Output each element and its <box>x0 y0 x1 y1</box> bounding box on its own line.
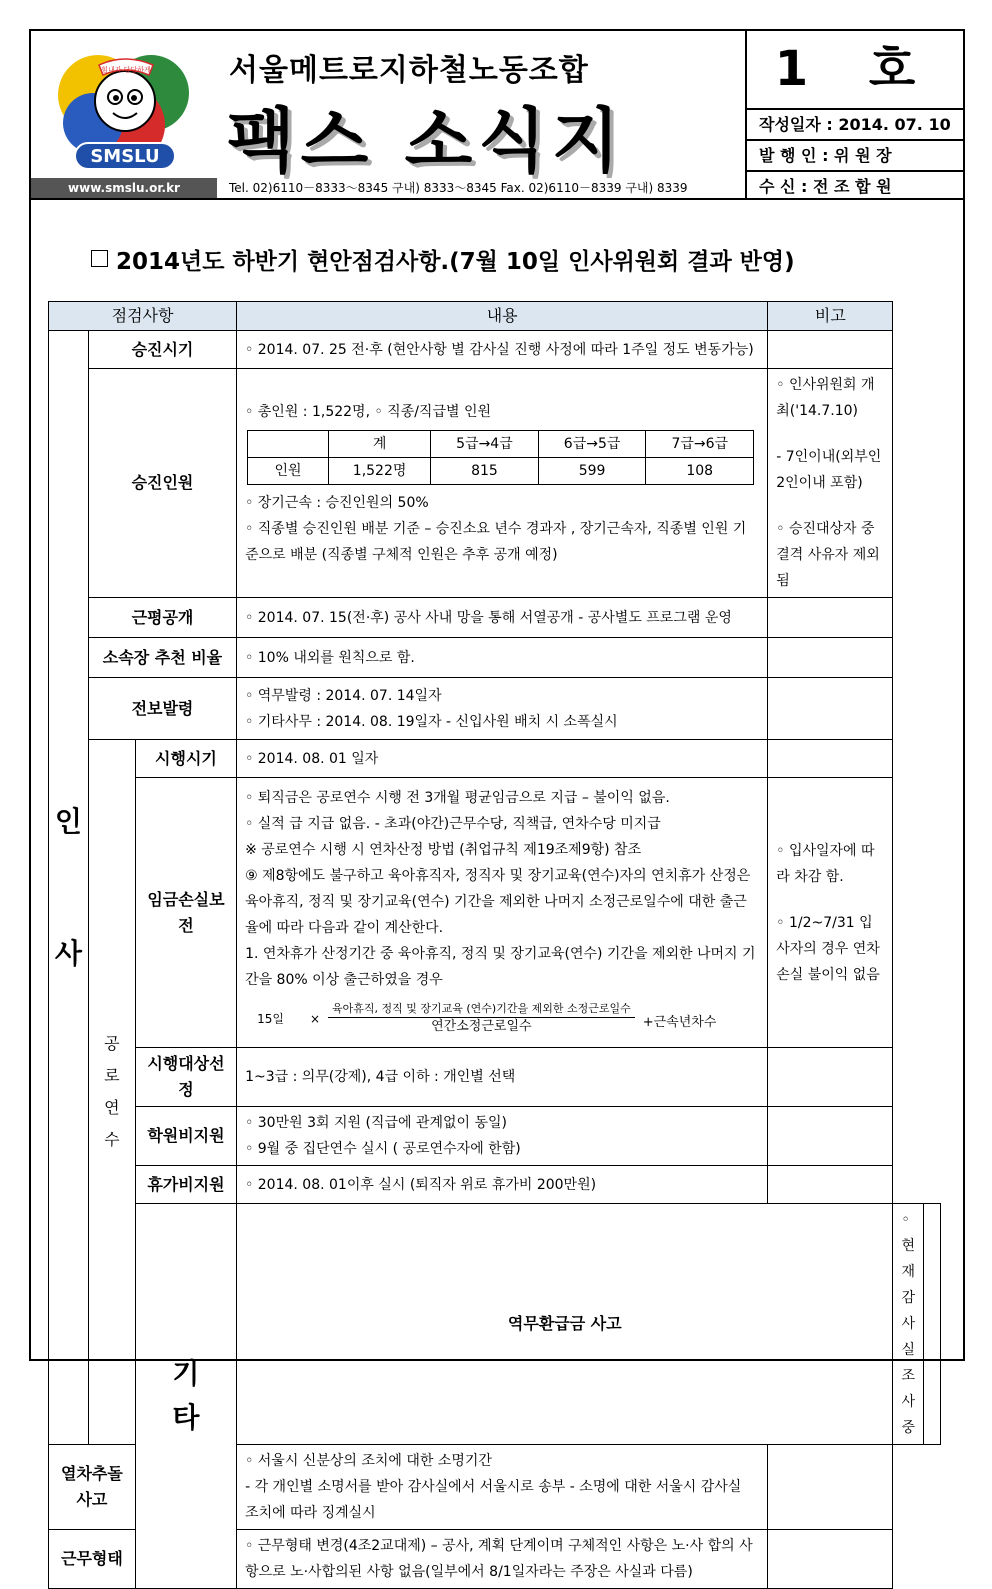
category-char: 타 <box>172 1401 200 1434</box>
content-cell: ◦ 2014. 07. 25 전·후 (현안사항 별 감사실 진행 사정에 따라 1주일 정도 변동가능) <box>237 331 768 369</box>
table-row <box>49 1107 941 1166</box>
category-char: 사 <box>54 936 82 970</box>
item-label: 역무환급금 사고 <box>237 1204 893 1445</box>
inner-header: 계 <box>329 430 431 457</box>
subcategory-char: 수 <box>104 1130 120 1149</box>
item-label: 승진인원 <box>88 369 236 598</box>
content-line: ◦ 실적 급 지급 없음. - 초과(야간)근무수당, 직책급, 연차수당 미지급 <box>245 816 661 832</box>
issue-date: 작성일자 : 2014. 07. 10 <box>747 110 965 141</box>
content-cell <box>237 1107 768 1166</box>
content-cell: ◦ 근무형태 변경(4조2교대제) – 공사, 계획 단계이며 구체적인 사항은 노·사 합의 사항으로 노·사합의된 사항 없음(일부에서 8/1일자라는 주장은 사실과 다름) <box>237 1530 768 1589</box>
note-line: ◦ 입사일자에 따라 차감 함. <box>776 842 875 885</box>
item-label: 휴가비지원 <box>135 1166 236 1204</box>
content-cell <box>237 369 768 598</box>
formula-numerator: 육아휴직, 정직 및 장기교육 (연수)기간을 제외한 소정근로일수 <box>328 1001 635 1018</box>
promotion-count-table <box>247 430 754 485</box>
inner-header: 7급→6급 <box>646 430 754 457</box>
category-char: 기 <box>172 1357 200 1390</box>
content-line: ◦ 서울시 신분상의 조치에 대한 소명기간 <box>245 1453 492 1469</box>
logo-text: SMSLU <box>90 146 160 167</box>
category-personnel <box>49 331 89 1445</box>
formula-times: × <box>309 1011 320 1026</box>
table-row <box>49 1048 941 1107</box>
note-cell <box>768 638 893 678</box>
table-row <box>49 369 941 598</box>
header-item: 점검사항 <box>49 302 237 331</box>
issue-number: 1 호 <box>747 31 965 110</box>
category-char: 인 <box>54 804 82 838</box>
review-table <box>48 301 941 1589</box>
subcategory-char: 로 <box>104 1066 120 1085</box>
formula-denominator: 연간소정근로일수 <box>431 1019 532 1034</box>
note-cell <box>768 598 893 638</box>
content-cell: ◦ 2014. 08. 01 일자 <box>237 740 768 778</box>
inner-value-row <box>248 457 754 484</box>
content-line: ◦ 장기근속 : 승진인원의 50% <box>245 494 429 511</box>
table-row <box>49 1204 941 1445</box>
inner-header <box>248 430 329 457</box>
note-cell <box>768 331 893 369</box>
checkbox-bullet-icon <box>91 250 108 267</box>
note-cell <box>768 1048 893 1107</box>
content-cell: ◦ 10% 내외를 원칙으로 함. <box>237 638 768 678</box>
note-cell <box>768 778 893 1048</box>
inner-header-row <box>248 430 754 457</box>
item-label: 근무형태 <box>49 1530 136 1589</box>
publisher: 발 행 인 : 위 원 장 <box>747 141 965 172</box>
content-line: ※ 공로연수 시행 시 연차산정 방법 (취업규칙 제19조제9항) 참조 <box>245 842 642 858</box>
item-label: 학원비지원 <box>135 1107 236 1166</box>
subcategory-char: 연 <box>104 1098 120 1117</box>
item-label: 열차추돌 사고 <box>49 1445 136 1530</box>
note-line: - 7인이내(외부인 2인이내 포함) <box>776 449 882 491</box>
inner-cell: 815 <box>431 457 539 484</box>
content-cell <box>237 778 768 1048</box>
document-frame <box>29 29 965 1580</box>
subcategory-char: 공 <box>104 1034 120 1053</box>
logo-area <box>31 31 217 198</box>
item-label: 시행대상선정 <box>135 1048 236 1107</box>
website-url[interactable]: www.smslu.or.kr <box>31 178 217 198</box>
content-line: 1. 연차휴가 산정기간 중 육아휴직, 정직 및 장기교육(연수) 기간을 제외한 나머지 기간을 80% 이상 출근하였을 경우 <box>245 946 756 988</box>
table-row <box>49 638 941 678</box>
formula-fraction <box>328 1001 635 1036</box>
newsletter-header <box>31 31 963 200</box>
document-title-text: 2014년도 하반기 현안점검사항.(7월 10일 인사위원회 결과 반영) <box>116 249 795 275</box>
inner-cell: 1,522명 <box>329 457 431 484</box>
content-cell: ◦ 현재 감사실 조사 중 <box>893 1204 924 1445</box>
category-other <box>135 1204 236 1589</box>
header-content: 내용 <box>237 302 768 331</box>
note-cell <box>768 1530 893 1589</box>
item-label: 승진시기 <box>88 331 236 369</box>
content-cell <box>237 1445 768 1530</box>
item-label: 임금손실보전 <box>135 778 236 1048</box>
content-line: ◦ 9월 중 집단연수 실시 ( 공로연수자에 한함) <box>245 1141 521 1157</box>
content-cell: ◦ 2014. 07. 15(전·후) 공사 사내 망을 통해 서열공개 - 공사별도 프로그램 운영 <box>237 598 768 638</box>
publication-title: 팩스 소식지 <box>227 100 626 182</box>
table-row <box>49 740 941 778</box>
table-row <box>49 1166 941 1204</box>
org-name: 서울메트로지하철노동조합 <box>229 53 589 88</box>
formula-addend: +근속년차수 <box>642 1015 717 1030</box>
document-title <box>91 243 795 276</box>
content-line: ◦ 역무발령 : 2014. 07. 14일자 <box>245 687 442 704</box>
item-label: 전보발령 <box>88 678 236 740</box>
content-line: ⑨ 제8항에도 불구하고 육아휴직자, 정직자 및 장기교육(연수)자의 연치휴가 산정은 육아휴직, 정직 및 장기교육(연수) 기간을 제외한 나머지 소정근로일수에 대한 출근율에 따라 다음과 같이 계산한다. <box>245 868 751 936</box>
inner-header: 5급→4급 <box>431 430 539 457</box>
item-label: 시행시기 <box>135 740 236 778</box>
note-cell <box>768 1107 893 1166</box>
note-line: ◦ 인사위원회 개최('14.7.10) <box>776 377 875 419</box>
union-logo <box>53 43 195 175</box>
content-line: ◦ 기타사무 : 2014. 08. 19일자 - 신입사원 배치 시 소폭실시 <box>245 713 618 730</box>
issue-info <box>745 31 965 198</box>
inner-cell: 108 <box>646 457 754 484</box>
item-label: 근평공개 <box>88 598 236 638</box>
formula-base: 15일 <box>257 1011 284 1026</box>
content-cell: ◦ 2014. 08. 01이후 실시 (퇴직자 위로 휴가비 200만원) <box>237 1166 768 1204</box>
note-cell <box>768 678 893 740</box>
inner-header: 6급→5급 <box>538 430 646 457</box>
content-line: - 각 개인별 소명서를 받아 감사실에서 서울시로 송부 - 소명에 대한 서울시 감사실 조치에 따라 징계실시 <box>245 1479 742 1521</box>
table-row <box>49 678 941 740</box>
note-line: ◦ 승진대상자 중 결격 사유자 제외 됨 <box>776 521 880 589</box>
header-note: 비고 <box>768 302 893 331</box>
inner-cell: 인원 <box>248 457 329 484</box>
content-line: ◦ 총인원 : 1,522명, ◦ 직종/직급별 인원 <box>245 403 492 420</box>
content-cell: 1~3급 : 의무(강제), 4급 이하 : 개인별 선택 <box>237 1048 768 1107</box>
note-line: ◦ 1/2~7/31 입사자의 경우 연차 손실 불이익 없음 <box>776 914 880 983</box>
note-cell <box>768 1445 893 1530</box>
note-cell <box>768 740 893 778</box>
note-cell <box>768 369 893 598</box>
table-row <box>49 598 941 638</box>
leave-formula <box>245 1001 759 1036</box>
recipient: 수 신 : 전 조 합 원 <box>759 177 892 196</box>
subcategory-gongro <box>88 740 135 1445</box>
item-label: 소속장 추천 비율 <box>88 638 236 678</box>
logo-banner: 힘내자 당당하게 <box>101 66 151 74</box>
table-row <box>49 331 941 369</box>
content-line: ◦ 30만원 3회 지원 (직급에 관계없이 동일) <box>245 1115 508 1131</box>
note-cell <box>768 1166 893 1204</box>
content-cell <box>237 678 768 740</box>
inner-cell: 599 <box>538 457 646 484</box>
note-cell <box>924 1204 941 1445</box>
content-line: ◦ 직종별 승진인원 배분 기준 – 승진소요 년수 경과자 , 장기근속자, 직종별 인원 기준으로 배분 (직종별 구체적 인원은 추후 공개 예정) <box>245 520 747 563</box>
contact-info: Tel. 02)6110－8333～8345 구내) 8333～8345 Fax. 02)6110－8339 구내) 8339 <box>229 181 688 195</box>
content-line: ◦ 퇴직금은 공로연수 시행 전 3개월 평균임금으로 지급 – 불이익 없음. <box>245 790 670 806</box>
table-row <box>49 778 941 1048</box>
table-header-row <box>49 302 941 331</box>
